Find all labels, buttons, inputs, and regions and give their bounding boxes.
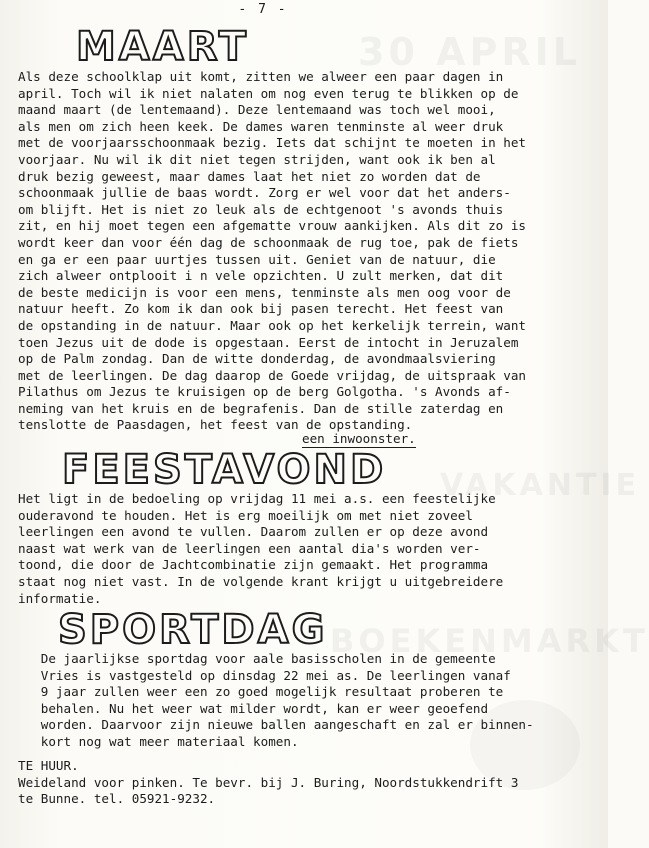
author-signature: een inwoonster. xyxy=(302,431,416,446)
text-line: neming van het kruis en de begrafenis. Dan de stille zaterdag en xyxy=(18,400,504,416)
text-line: ouderavond te houden. Het is erg moeilijk om met niet zoveel xyxy=(18,507,473,523)
text-line: voorjaar. Nu wil ik dit niet tegen strijden, want ook ik ben al xyxy=(18,151,496,167)
text-line: tenslotte de Paasdagen, het feest van de opstanding. xyxy=(18,417,413,433)
text-line: om blijft. Het is niet zo leuk als de echtgenoot 's avonds thuis xyxy=(18,201,504,217)
heading-maart: MAART xyxy=(76,24,250,70)
text-line: druk bezig geweest, maar dames laat het niet zo worden dat de xyxy=(18,168,481,184)
text-line: natuur heeft. Zo kom ik dan ook bij pasen terecht. Het feest van xyxy=(18,301,504,317)
text-line: maand maart (de lentemaand). Deze lentemaand was toch wel mooi, xyxy=(18,102,496,118)
show-through-vakantie: VAKANTIE xyxy=(440,468,641,503)
text-line: Pilathus om Jezus te kruisigen op de berg Golgotha. 's Avonds af- xyxy=(18,384,511,400)
page-number: - 7 - xyxy=(238,2,288,17)
article-maart-body xyxy=(18,69,602,434)
heading-feestavond: FEESTAVOND xyxy=(62,447,387,493)
heading-sportdag: SPORTDAG xyxy=(58,607,328,653)
text-line: kort nog wat meer materiaal komen. xyxy=(18,733,299,749)
text-line: en ga er een paar uurtjes tussen uit. Geniet van de natuur, die xyxy=(18,251,496,267)
classified-title: TE HUUR. xyxy=(18,758,79,773)
text-line: 9 jaar zullen weer een zo goed mogelijk resultaat proberen te xyxy=(18,684,504,700)
show-through-boekenmarkt: BOEKENMARKT xyxy=(330,622,649,660)
text-line: worden. Daarvoor zijn nieuwe ballen aangeschaft en zal er binnen- xyxy=(18,717,534,733)
text-line: toen Jezus uit de dode is opgestaan. Eerst de intocht in Jeruzalem xyxy=(18,334,519,350)
text-line: te Bunne. tel. 05921-9232. xyxy=(18,791,216,807)
article-feestavond-body xyxy=(18,491,602,607)
text-line: Als deze schoolklap uit komt, zitten we alweer een paar dagen in xyxy=(18,69,504,84)
text-line: op de Palm zondag. Dan de witte donderdag, de avondmaalsviering xyxy=(18,351,496,367)
text-line: naast wat werk van de leerlingen een aantal dia's worden ver- xyxy=(18,540,481,556)
text-line: informatie. xyxy=(18,590,102,606)
text-line: schoonmaak jullie de baas wordt. Zorg er wel voor dat het anders- xyxy=(18,185,511,201)
text-line: met de leerlingen. De dag daarop de Goede vrijdag, de uitspraak van xyxy=(18,367,526,383)
text-line: april. Toch wil ik niet nalaten om nog even terug te blikken op de xyxy=(18,85,519,101)
article-sportdag-body xyxy=(18,651,602,751)
text-line: zit, en hij moet tegen een afgematte vrouw aankijken. Als dit zo is xyxy=(18,218,526,234)
text-line: de beste medicijn is voor een mens, tenminste als men oog voor de xyxy=(18,284,511,300)
text-line: leerlingen een avond te vullen. Daarom zullen er op deze avond xyxy=(18,524,489,540)
text-line: als men om zich heen keek. De dames waren tenminste al weer druk xyxy=(18,118,504,134)
text-line: wordt keer dan voor één dag de schoonmaak de rug toe, pak de fiets xyxy=(18,234,519,250)
text-line: Het ligt in de bedoeling op vrijdag 11 mei a.s. een feestelijke xyxy=(18,491,496,506)
text-line: toond, die door de Jachtcombinatie zijn gemaakt. Het programma xyxy=(18,557,489,573)
text-line: Weideland voor pinken. Te bevr. bij J. Buring, Noordstukkendrift 3 xyxy=(18,774,519,790)
classified-te-huur-body xyxy=(18,758,602,808)
show-through-april: 30 APRIL xyxy=(358,30,581,74)
text-line: De jaarlijkse sportdag voor aale basisscholen in de gemeente xyxy=(18,651,496,666)
text-line: staat nog niet vast. In de volgende krant krijgt u uitgebreidere xyxy=(18,573,504,589)
text-line: de opstanding in de natuur. Maar ook op het kerkelijk terrein, want xyxy=(18,317,526,333)
text-line: zich alweer ontplooit i n vele opzichten. U zult merken, dat dit xyxy=(18,268,504,284)
text-line: met de voorjaarsschoonmaak bezig. Iets dat schijnt te moeten in het xyxy=(18,135,526,151)
text-line: behalen. Nu het weer wat milder wordt, kan er weer geoefend xyxy=(18,700,489,716)
text-line: Vries is vastgesteld op dinsdag 22 mei as. De leerlingen vanaf xyxy=(18,667,511,683)
